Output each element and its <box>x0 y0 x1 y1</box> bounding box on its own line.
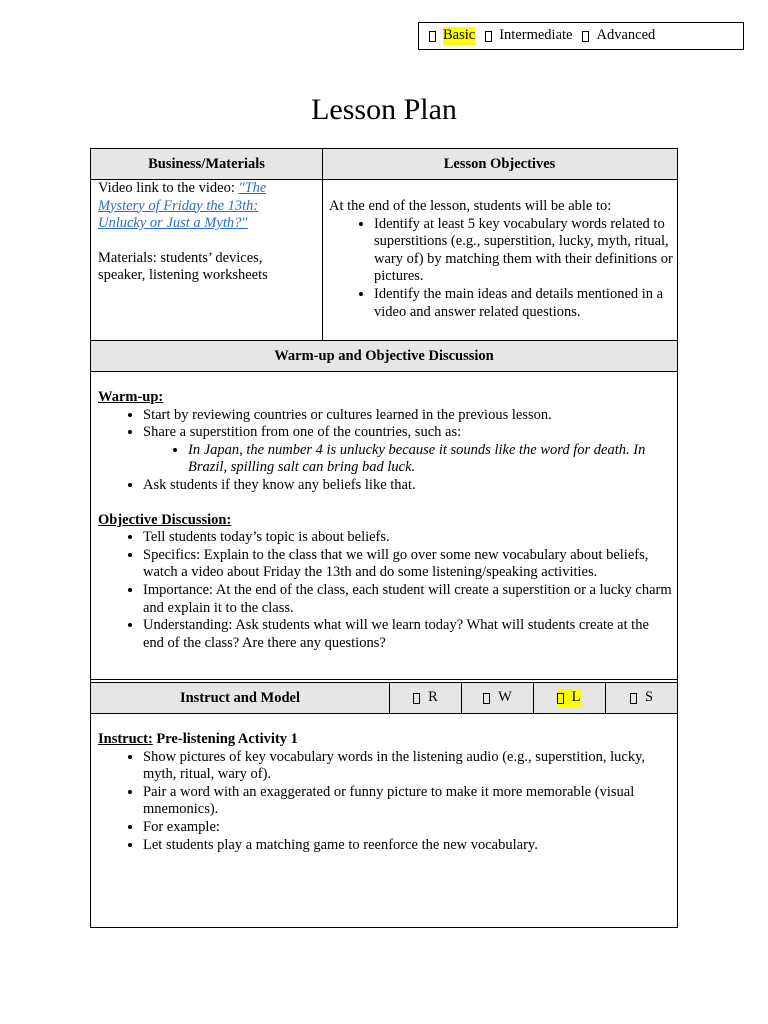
skill-label: R <box>428 689 438 706</box>
list-item: • Specifics: Explain to the class that we will go over some new vocabulary about beliefs, watch a video about Friday the 13th and do some listening/speaking activities. <box>143 547 673 582</box>
skill-speaking[interactable] <box>606 683 677 713</box>
objectives-intro: At the end of the lesson, students will be able to: <box>329 198 612 214</box>
warmup-header: Warm-up and Objective Discussion <box>91 341 677 371</box>
checkbox-icon[interactable] <box>429 31 436 42</box>
warmup-label: Warm-up: <box>98 389 164 405</box>
lesson-table <box>90 148 678 928</box>
level-label: Intermediate <box>499 27 573 44</box>
activity-title: Pre-listening Activity 1 <box>152 731 298 747</box>
skill-writing[interactable] <box>462 683 533 713</box>
list-item: • Let students play a matching game to reenforce the new vocabulary. <box>143 837 673 855</box>
instruct-header: Instruct and Model <box>179 690 301 706</box>
level-selector <box>418 22 744 50</box>
instruct-cell <box>98 731 673 854</box>
skill-reading[interactable] <box>390 683 461 713</box>
checkbox-icon[interactable] <box>582 31 589 42</box>
list-item-text: Share a superstition from one of the countries, such as: <box>143 424 462 441</box>
level-option-intermediate[interactable] <box>485 27 572 45</box>
instruct-label: Instruct: <box>98 731 153 747</box>
materials-text: Materials: students’ devices, speaker, listening worksheets <box>98 249 268 284</box>
list-item: • Ask students if they know any beliefs like that. <box>143 477 673 495</box>
objectives-cell <box>329 198 674 321</box>
checkbox-icon[interactable] <box>413 693 420 704</box>
list-item: • For example: <box>143 819 673 837</box>
list-item: • Start by reviewing countries or cultures learned in the previous lesson. <box>143 407 673 425</box>
objective-item: • Identify at least 5 key vocabulary words related to superstitions (e.g., superstition, lucky, myth, ritual, wary of) by matching them with their definitions or pictures. <box>374 216 674 286</box>
col-header-objectives: Lesson Objectives <box>443 156 556 172</box>
checkbox-icon[interactable] <box>630 693 637 704</box>
list-item <box>143 424 673 477</box>
objective-discussion-label: Objective Discussion: <box>98 511 232 528</box>
objective-item: • Identify the main ideas and details mentioned in a video and answer related questions. <box>374 286 674 321</box>
skill-highlight <box>557 689 583 707</box>
col-header-materials: Business/Materials <box>148 156 265 172</box>
checkbox-icon[interactable] <box>483 693 490 704</box>
checkbox-icon[interactable] <box>557 693 564 704</box>
video-link[interactable]: "The Mystery of Friday the 13th: Unlucky or Just a Myth?" <box>98 180 267 232</box>
level-option-advanced[interactable] <box>582 27 655 45</box>
list-item: • Importance: At the end of the class, each student will create a superstition or a lucky charm and explain it to the class. <box>143 582 673 617</box>
video-prefix: Video link to the video: <box>98 180 239 196</box>
warmup-example: • In Japan, the number 4 is unlucky because it sounds like the word for death. In Brazil, spilling salt can bring bad luck. <box>188 442 673 477</box>
skill-listening[interactable] <box>534 683 605 713</box>
level-label: Basic <box>443 27 476 44</box>
checkbox-icon[interactable] <box>485 31 492 42</box>
list-item: • Tell students today’s topic is about beliefs. <box>143 529 673 547</box>
page-title: Lesson Plan <box>311 93 457 126</box>
level-label: Advanced <box>596 27 656 44</box>
level-option-basic[interactable] <box>429 27 475 45</box>
warmup-cell <box>98 389 673 652</box>
list-item: • Pair a word with an exaggerated or funny picture to make it more memorable (visual mnemonics). <box>143 784 673 819</box>
list-item: • Understanding: Ask students what will we learn today? What will students create at the end of the class? Are there any questions? <box>143 617 673 652</box>
skill-label: L <box>571 689 581 706</box>
skill-label: W <box>498 689 512 706</box>
materials-cell <box>98 180 288 285</box>
skill-label: S <box>644 689 654 706</box>
list-item: • Show pictures of key vocabulary words in the listening audio (e.g., superstition, lucky, myth, ritual, wary of). <box>143 749 673 784</box>
